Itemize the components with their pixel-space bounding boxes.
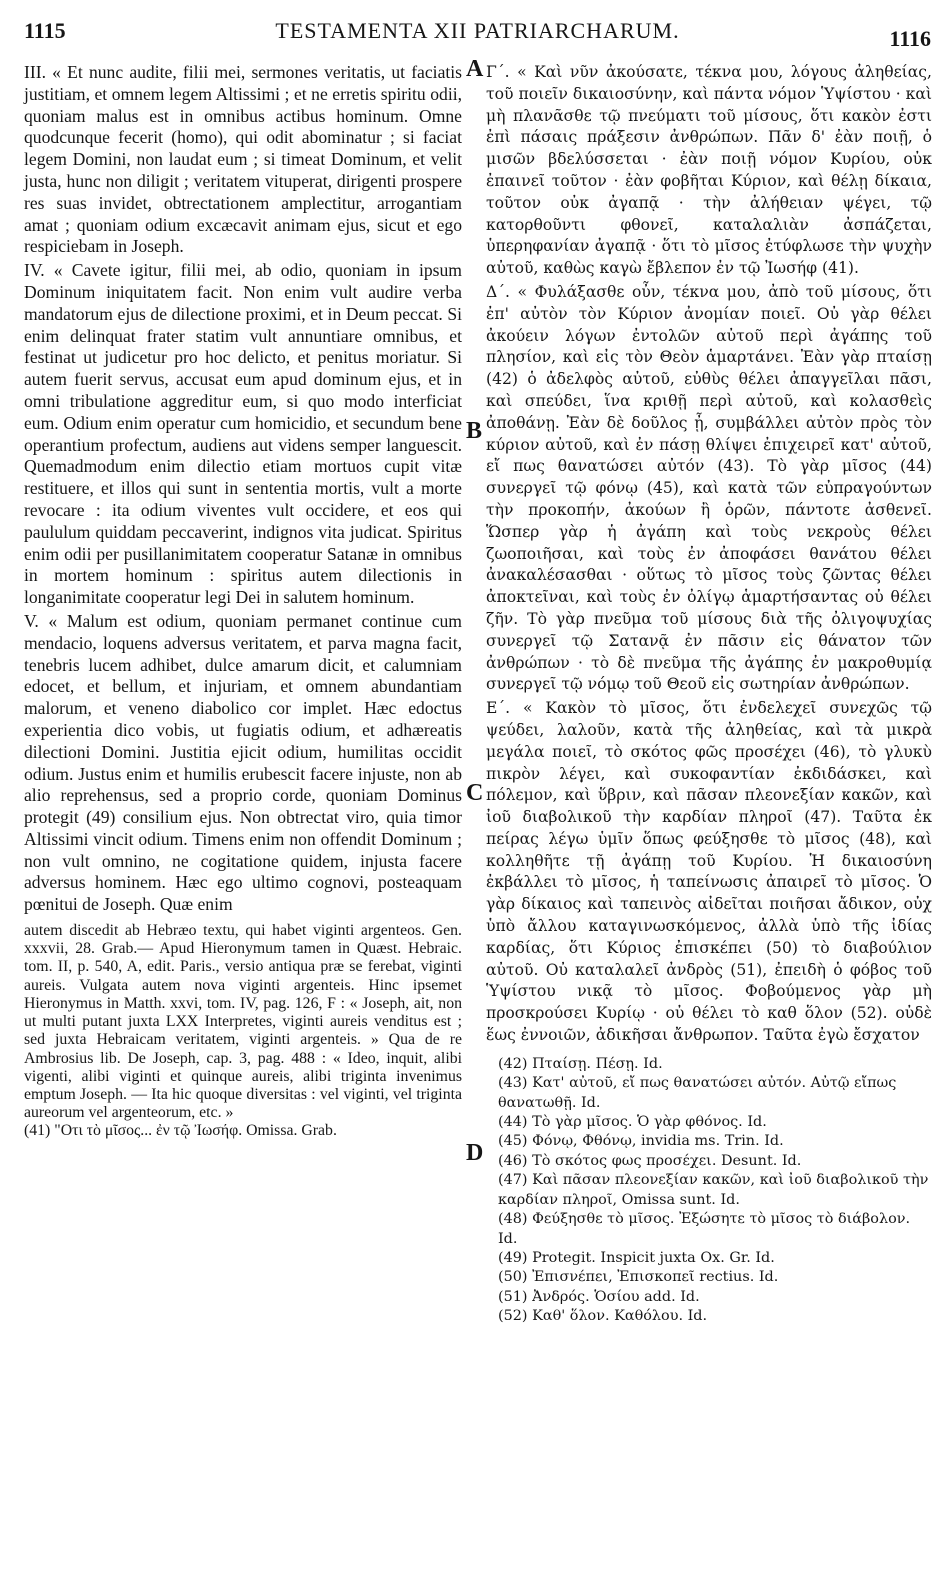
latin-footnotes	[24, 922, 462, 1140]
greek-paragraph-delta: Δ΄. « Φυλάξασθε οὖν, τέκνα μου, ἀπὸ τοῦ μίσους, ὅτι ἐπ' αὐτὸν τὸν Κύριον ἀνομίαν ποιεῖ. Οὐ γὰρ θέλει ἀκούειν λόγων ἐντολῶν αὐτοῦ περὶ ἀγάπης τοῦ πλησίον, καὶ εἰς τὸν Θεὸν ἁμαρτάνει. Ἐὰν γὰρ πταίσῃ (42) ὁ ἀδελφὸς αὐτοῦ, εὐθὺς θέλει ἀπαγγεῖλαι πᾶσι, καὶ σπεύδει, ἵνα κριθῇ περὶ αὐτοῦ, καὶ κολασθεὶς ἀποθάνῃ. Ἐὰν δὲ δοῦλος ᾖ, συμβάλλει αὐτὸν πρὸς τὸν κύριον αὐτοῦ, καὶ ἐν πάσῃ θλίψει ἐπιχειρεῖ κατ' αὐτοῦ, εἴ πως θανατώσει αὐτόν (43). Τὸ γὰρ μῖσος (44) συνεργεῖ τῷ φόνῳ (45), καὶ κατὰ τῶν εὐπραγούντων τὴν προκοπήν, ἀκούων ἢ ὁρῶν, πάντοτε ἀσθενεῖ. Ὥσπερ γὰρ ἡ ἀγάπη καὶ τοὺς νεκροὺς θέλει ζωοποιῆσαι, καὶ τοὺς ἐν ἀποφάσει θανάτου θέλει ἀνακαλέσασθαι · οὕτως τὸ μῖσος τοὺς ζῶντας θέλει ἀποκτεῖναι, καὶ τοὺς ἐν ὀλίγῳ ἁμαρτήσαντας οὐ θέλει ζῆν. Τὸ γὰρ πνεῦμα τοῦ μίσους διὰ τῆς ὀλιγοψυχίας συνεργεῖ τῷ Σατανᾷ ἐν πᾶσιν εἰς θάνατον τῶν ἀνθρώπων · τὸ δὲ πνεῦμα τῆς ἀγάπης ἐν μακροθυμίᾳ συνεργεῖ τῷ νόμῳ τοῦ Θεοῦ εἰς σωτηρίαν ἀνθρώπων.	[486, 282, 932, 694]
running-title: TESTAMENTA XII PATRIARCHARUM.	[275, 18, 680, 43]
latin-footnote-continued: autem discedit ab Hebræo textu, qui habet viginti argenteos. Gen. xxxvii, 28. Grab.— Apud Hieronymum tamen in Quæst. Hebraic. tom. II, p. 540, A, edit. Paris., versio antiqua præ se ferebat, viginti aureis. Vulgata autem nova viginti argenteis. Hinc ipsemet Hieronymus in Matth. xxvi, tom. IV, pag. 126, F : « Joseph, ait, non ut multi putant juxta LXX Interpretes, viginti aureis venditus est ; sed juxta Hebraicam veritatem, viginti argenteis. » Qua de re Ambrosius lib. De Joseph, cap. 3, pag. 488 : « Ideo, inquit, alibi vigenti, alibi viginti et quinque aureis, alibi triginta invenimus emptum Joseph. — Ita hic quoque diversitas : vel viginti, vel triginta aureorum vel argenteorum, etc. »	[24, 922, 462, 1122]
footnote-45: (45) Φόνῳ, Φθόνῳ, invidia ms. Trin. Id.	[498, 1133, 784, 1150]
footnote-43: (43) Κατ' αὐτοῦ, εἴ πως θανατώσει αὐτόν. Αὐτῷ εἴπως θανατωθῇ. Id.	[498, 1075, 897, 1111]
footnote-44: (44) Τὸ γὰρ μῖσος. Ὁ γὰρ φθόνος. Id.	[498, 1114, 767, 1131]
margin-marker-d: D	[466, 1140, 484, 1166]
left-page-number: 1115	[24, 18, 66, 43]
latin-paragraph-v: V. « Malum est odium, quoniam permanet continue cum mendacio, loquens adversus veritatem, et parva magna facit, tenebris lucem adhibet, dulce amarum dicit, et calumniam edocet, et bellum, et injuriam, et omnem abundantiam malorum, et veneno diabolico cor implet. Hæc edoctus experientia dico vobis, ut fugiatis odium, et adhæreatis dilectioni Domini. Justitia ejicit odium, humilitas occidit odium. Justus enim et humilis erubescit facere injuste, non ab alio reprehensus, sed a proprio corde, quoniam Dominus protegit (49) consilium ejus. Non obtrectat viro, quia timor Altissimi vincit odium. Timens enim non offendit Dominum ; non vult omnino, ne cogitatione quidem, injusta facere adversus hominem. Hæc ego ultimo cognovi, posteaquam pœnitui de Joseph. Quæ enim	[24, 610, 462, 915]
latin-column	[24, 62, 462, 1141]
margin-marker-c: C	[466, 780, 484, 806]
footnote-41: (41) "Οτι τὸ μῖσος... ἐν τῷ Ἰωσήφ. Omissa. Grab.	[24, 1122, 337, 1140]
greek-footnotes	[486, 1055, 932, 1327]
greek-column	[486, 62, 932, 1327]
footnote-48: (48) Φεύξησθε τὸ μῖσος. Ἐξώσητε τὸ μῖσος τὸ διάβολον. Id.	[498, 1211, 911, 1247]
footnote-46: (46) Τὸ σκότος φως προσέχει. Desunt. Id.	[498, 1152, 802, 1169]
footnote-51: (51) Ἀνδρός. Ὁσίου add. Id.	[498, 1288, 700, 1305]
greek-paragraph-epsilon: Ε΄. « Κακὸν τὸ μῖσος, ὅτι ἐνδελεχεῖ συνεχῶς τῷ ψεύδει, λαλοῦν, κατὰ τῆς ἀληθείας, καὶ τὰ μικρὰ μεγάλα ποιεῖ, τὸ σκότος φῶς προσέχει (46), τὸ γλυκὺ πικρὸν λέγει, καὶ συκοφαντίαν ἐκδιδάσκει, καὶ πόλεμον, καὶ ὕβριν, καὶ πᾶσαν πλεονεξίαν κακῶν, καὶ ἰοῦ διαβολικοῦ τὴν καρδίαν πληροῖ (47). Ταῦτα ἐκ πείρας λέγω ὑμῖν ὅπως φεύξησθε τὸ μῖσος (48), καὶ κολληθῆτε τῇ ἀγάπῃ τοῦ Κυρίου. Ἡ δικαιοσύνη ἐκβάλλει τὸ μῖσος, ἡ ταπείνωσις ἀπαιρεῖ τὸ μῖσος. Ὁ γὰρ δίκαιος καὶ ταπεινὸς αἰδεῖται ποιῆσαι ἄδικον, οὐχ ὑπὸ ἄλλου καταγινωσκόμενος, ἀλλὰ ὑπὸ τῆς ἰδίας καρδίας, ὅτι Κύριος ἐπισκέπει (50) τὸ διαβούλιον αὐτοῦ. Οὐ καταλαλεῖ ἀνδρὸς (51), ἐπειδὴ ὁ φόβος τοῦ Ὑψίστου νικᾷ τὸ μῖσος. Φοβούμενος γὰρ μὴ προσκρούσει Κυρίῳ · οὐ θέλει τὸ καθ ὅλον (52). οὐδὲ ἕως ἐννοιῶν, ἀδικῆσαι ἄνθρωπον. Ταῦτα ἐγὼ ἔσχατον	[486, 699, 932, 1045]
footnote-47: (47) Καὶ πᾶσαν πλεονεξίαν κακῶν, καὶ ἰοῦ διαβολικοῦ τὴν καρδίαν πληροῖ, Omissa sunt. Id.	[498, 1172, 929, 1208]
footnote-52: (52) Καθ' ὅλον. Καθόλου. Id.	[498, 1308, 708, 1325]
footnote-49: (49) Protegit. Inspicit juxta Ox. Gr. Id.	[498, 1249, 775, 1266]
latin-paragraph-iii: III. « Et nunc audite, filii mei, sermones veritatis, ut faciatis justitiam, et omnem legem Altissimi ; et ne erretis spiritu odii, quoniam malus est in omnibus actibus hominum. Omne quodcunque fecerit (homo), qui odit abominatur ; si faciat legem Domini, non laudat eum ; si timeat Dominum, et velit justa, hunc non diligit ; veritatem vituperat, dirigenti prospere res suas invidet, obtrectationem amplectitur, arrogantiam amat ; quoniam odium excæcavit animam ejus, sicut et ego respiciebam in Joseph.	[24, 62, 462, 257]
footnote-50: (50) Ἐπισνέπει, Ἐπισκοπεῖ rectius. Id.	[498, 1269, 779, 1286]
page-header	[24, 14, 931, 51]
footnote-42: (42) Πταίσῃ. Πέσῃ. Id.	[498, 1055, 663, 1072]
greek-paragraph-gamma: Γ΄. « Καὶ νῦν ἀκούσατε, τέκνα μου, λόγους ἀληθείας, τοῦ ποιεῖν δικαιοσύνην, καὶ πάντα νόμον Ὑψίστου · καὶ μὴ πλανᾶσθε τῷ πνεύματι τοῦ μίσους, ὅτι κακὸν ἐστι ἐπὶ πάσαις πράξεσιν ἀνθρώπων. Πᾶν δ' ἐὰν ποιῇ, ὁ μισῶν βδελύσσεται · ἐὰν ποιῇ νόμον Κυρίου, οὐκ ἐπαινεῖ τοῦτον · ἐὰν φοβῆται Κύριον, καὶ θέλῃ δίκαια, τοῦτον οὐκ ἀγαπᾷ · τὴν ἀλήθειαν ψέγει, τῷ κατορθοῦντι φθονεῖ, καταλαλιὰν ἀσπάζεται, ὑπερηφανίαν ἀγαπᾷ · ὅτι τὸ μῖσος ἐτύφλωσε τὴν ψυχὴν αὐτοῦ, καθὼς καγὼ ἔβλεπον ἐν τῷ Ἰωσήφ (41).	[486, 63, 933, 278]
latin-paragraph-iv: IV. « Cavete igitur, filii mei, ab odio, quoniam in ipsum Dominum iniquitatem facit. Non enim vult audire verba mandatorum ejus de dilectione proximi, et in Deum peccat. Si enim delinquat frater statim vult annuntiare omnibus, et festinat ut judicetur pro hoc delicto, et penitus moriatur. Si autem fuerit servus, accusat eum apud dominum ejus, et in omni tribulatione aggreditur eum, si quo modo interficiat eum. Odium enim operatur cum homicidio, et secundum bene operantium profectum, audiens aut videns semper languescit. Quemadmodum enim dilectio etiam mortuos cupit vitæ restituere, et illos qui sunt in sententia mortis, vult a morte revocare : ita odium viventes vult occidere, et eos qui paululum quiddam peccaverint, indignos vita judicat. Spiritus enim odii per pusillanimitatem cooperatur Satanæ in omnibus in mortem hominum : spiritus autem dilectionis in longanimitate cooperatur legi Dei in salutem hominum.	[24, 260, 462, 608]
margin-marker-b: B	[466, 418, 483, 444]
margin-marker-a: A	[466, 56, 484, 82]
right-page-number: 1116	[889, 26, 931, 51]
